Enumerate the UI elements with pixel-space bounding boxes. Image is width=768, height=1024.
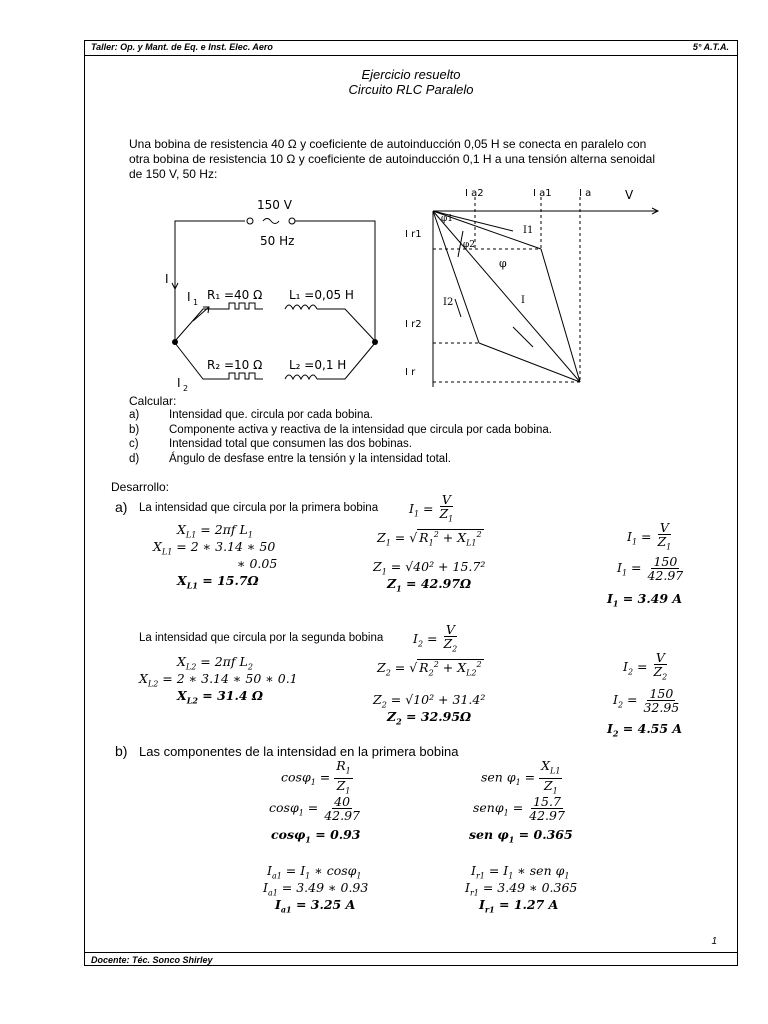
- calcular-item: [129, 452, 552, 467]
- item-text: Ángulo de desfase entre la tensión y la intensidad total.: [169, 452, 451, 465]
- section-a-text: La intensidad que circula por la primera bobina: [139, 502, 379, 514]
- circuit-i-label: I: [165, 272, 169, 286]
- z1-result: $Z_1 = 42.97\Omega$: [387, 576, 472, 594]
- problem-statement: [129, 137, 655, 182]
- i1-definition: $I_1$ = $\frac{V}{Z_1}$: [409, 492, 454, 524]
- xl1-result: $X_{L1} = 15.7\Omega$: [177, 573, 259, 591]
- circuit-freq-label: 50 Hz: [260, 234, 295, 248]
- z2-formula: $Z_2$ = √ $R_2^2 + X_{L2}^2$: [377, 660, 482, 678]
- phasor-ir2-label: I r2: [405, 319, 422, 330]
- sen-formula: sen $\varphi_1$ = $\frac{X_{L1}}{Z_1}$: [481, 758, 561, 795]
- phasor-ir-label: I r: [405, 367, 416, 378]
- i2-definition: $I_2$ = $\frac{V}{Z_2}$: [413, 622, 458, 654]
- calcular-item: [129, 437, 552, 452]
- circuit-i1-label: I: [187, 290, 191, 304]
- phasor-phi1-label: φ1: [441, 214, 454, 224]
- section-b-label: b): [115, 743, 128, 759]
- xl2-formula: $X_{L2} = 2\pi f$ $L_2$: [177, 654, 253, 672]
- phasor-ir1-label: I r1: [405, 229, 422, 240]
- item-label: d): [129, 452, 140, 465]
- footer-rule: [85, 952, 737, 953]
- footer-left: Docente: Téc. Sonco Shirley: [91, 955, 213, 965]
- xl2-result: $X_{L2} = 31.4$ Ω: [177, 688, 264, 706]
- i2-calc: $I_2$ = $\frac{150}{32.95}$: [613, 686, 680, 715]
- header-left: Taller: Op. y Mant. de Eq. e Inst. Elec. Aero: [91, 42, 273, 52]
- ia1-result: $I_{a1} = 3.25$ A: [275, 897, 356, 915]
- problem-line1: Una bobina de resistencia 40 Ω y coeficiente de autoinducción 0,05 H se conecta en paralelo con: [129, 137, 647, 151]
- circuit-r2-label: R₂ =10 Ω: [207, 358, 263, 372]
- problem-line3: de 150 V, 50 Hz:: [129, 167, 218, 181]
- item-label: a): [129, 409, 140, 421]
- circuit-l1-label: L₁ =0,05 H: [289, 288, 354, 302]
- phasor-ia-label: I a: [579, 188, 592, 199]
- circuit-i2-sub: 2: [183, 384, 189, 391]
- ir1-formula: $I_{r1} = I_1$ ∗ sen $\varphi_1$: [471, 863, 570, 881]
- phasor-phi2-label: φ2: [463, 240, 476, 250]
- item-text: Intensidad total que consumen las dos bobinas.: [169, 438, 412, 450]
- ia1-formula: $I_{a1} = I_1$ ∗ cosφ$_1$: [267, 863, 362, 881]
- cos-calc: cosφ$_1$ = $\frac{40}{42.97}$: [269, 794, 361, 823]
- calcular-list: [129, 408, 552, 466]
- section-b-text: Las componentes de la intensidad en la primera bobina: [139, 744, 459, 759]
- title-line1: Ejercicio resuelto: [361, 67, 461, 82]
- circuit-i2-label: I: [177, 376, 181, 390]
- cos-result: cosφ$_1$ = 0.93: [271, 827, 361, 845]
- header-right: 5° A.T.A.: [692, 42, 729, 52]
- z2-calc: $Z_2 = √10^2 + 31.4^2$: [373, 692, 486, 710]
- i1-result: $I_1 = 3.49$ A: [607, 591, 683, 609]
- circuit-r1-label: R₁ =40 Ω: [207, 288, 263, 302]
- header-rule: [85, 55, 737, 56]
- calcular-heading: Calcular:: [129, 394, 177, 408]
- page-number: 1: [711, 936, 717, 947]
- i1-formula: $I_1$ = $\frac{V}{Z_1}$: [627, 520, 672, 552]
- xl1-calc-tail: ∗ 0.05: [237, 556, 278, 571]
- i2-result: $I_2 = 4.55$ A: [607, 721, 683, 739]
- circuit-l2-label: L₂ =0,1 H: [289, 358, 347, 372]
- ir1-calc: $I_{r1} = 3.49$ ∗ 0.365: [465, 880, 578, 898]
- item-text: Componente activa y reactiva de la intensidad que circula por cada bobina.: [169, 423, 552, 436]
- phasor-ia1-label: I a1: [533, 188, 552, 199]
- sen-calc: senφ$_1$ = $\frac{15.7}{42.97}$: [473, 794, 565, 823]
- i1-calc: $I_1$ = $\frac{150}{42.97}$: [617, 554, 684, 583]
- phasor-i2-label: I2: [443, 297, 454, 308]
- z1-formula: $Z_1$ = √ $R_1^2 + X_{L1}^2$: [377, 530, 482, 548]
- cos-formula: cosφ$_1$ = $\frac{R_1}{Z_1}$: [281, 758, 351, 795]
- circuit-i1-sub: 1: [193, 298, 199, 307]
- ia1-calc: $I_{a1} = 3.49$ ∗ 0.93: [263, 880, 369, 898]
- phasor-ia2-label: I a2: [465, 188, 484, 199]
- section-a2-text: La intensidad que circula por la segunda bobina: [139, 632, 384, 644]
- phasor-i1-label: I1: [523, 225, 534, 236]
- z2-result: $Z_2 = 32.95\Omega$: [387, 709, 472, 727]
- title-line2: Circuito RLC Paralelo: [348, 82, 474, 97]
- z1-calc: $Z_1 = √40^2 + 15.7^2$: [373, 559, 486, 577]
- xl1-formula: $X_{L1} = 2\pi f$ $L_1$: [177, 522, 253, 540]
- calcular-item: [129, 408, 552, 423]
- phasor-diagram: [403, 187, 665, 387]
- sen-result: sen $\varphi_1 = 0.365$: [469, 827, 573, 845]
- ir1-result: $I_{r1} = 1.27$ A: [479, 897, 559, 915]
- phasor-v-label: V: [625, 188, 634, 202]
- document-page: [84, 40, 738, 966]
- item-label: b): [129, 423, 140, 436]
- calcular-item: [129, 423, 552, 438]
- item-text: Intensidad que. circula por cada bobina.: [169, 409, 373, 421]
- i2-formula: $I_2$ = $\frac{V}{Z_2}$: [623, 650, 668, 682]
- desarrollo-heading: Desarrollo:: [111, 480, 170, 494]
- xl2-calc: $X_{L2} = 2$ ∗ 3.14 ∗ 50 ∗ 0.1: [139, 671, 298, 689]
- phasor-phi-label: φ: [499, 257, 507, 270]
- phasor-i-label: I: [521, 295, 525, 306]
- problem-line2: otra bobina de resistencia 10 Ω y coeficiente de autoinducción 0,1 H a una tensión alterna senoidal: [129, 152, 655, 166]
- item-label: c): [129, 438, 139, 450]
- circuit-diagram: [165, 191, 395, 391]
- circuit-voltage-label: 150 V: [257, 198, 292, 212]
- xl1-calc: $X_{L1} = 2$ ∗ 3.14 ∗ 50: [153, 539, 276, 557]
- section-a-label: a): [115, 499, 128, 515]
